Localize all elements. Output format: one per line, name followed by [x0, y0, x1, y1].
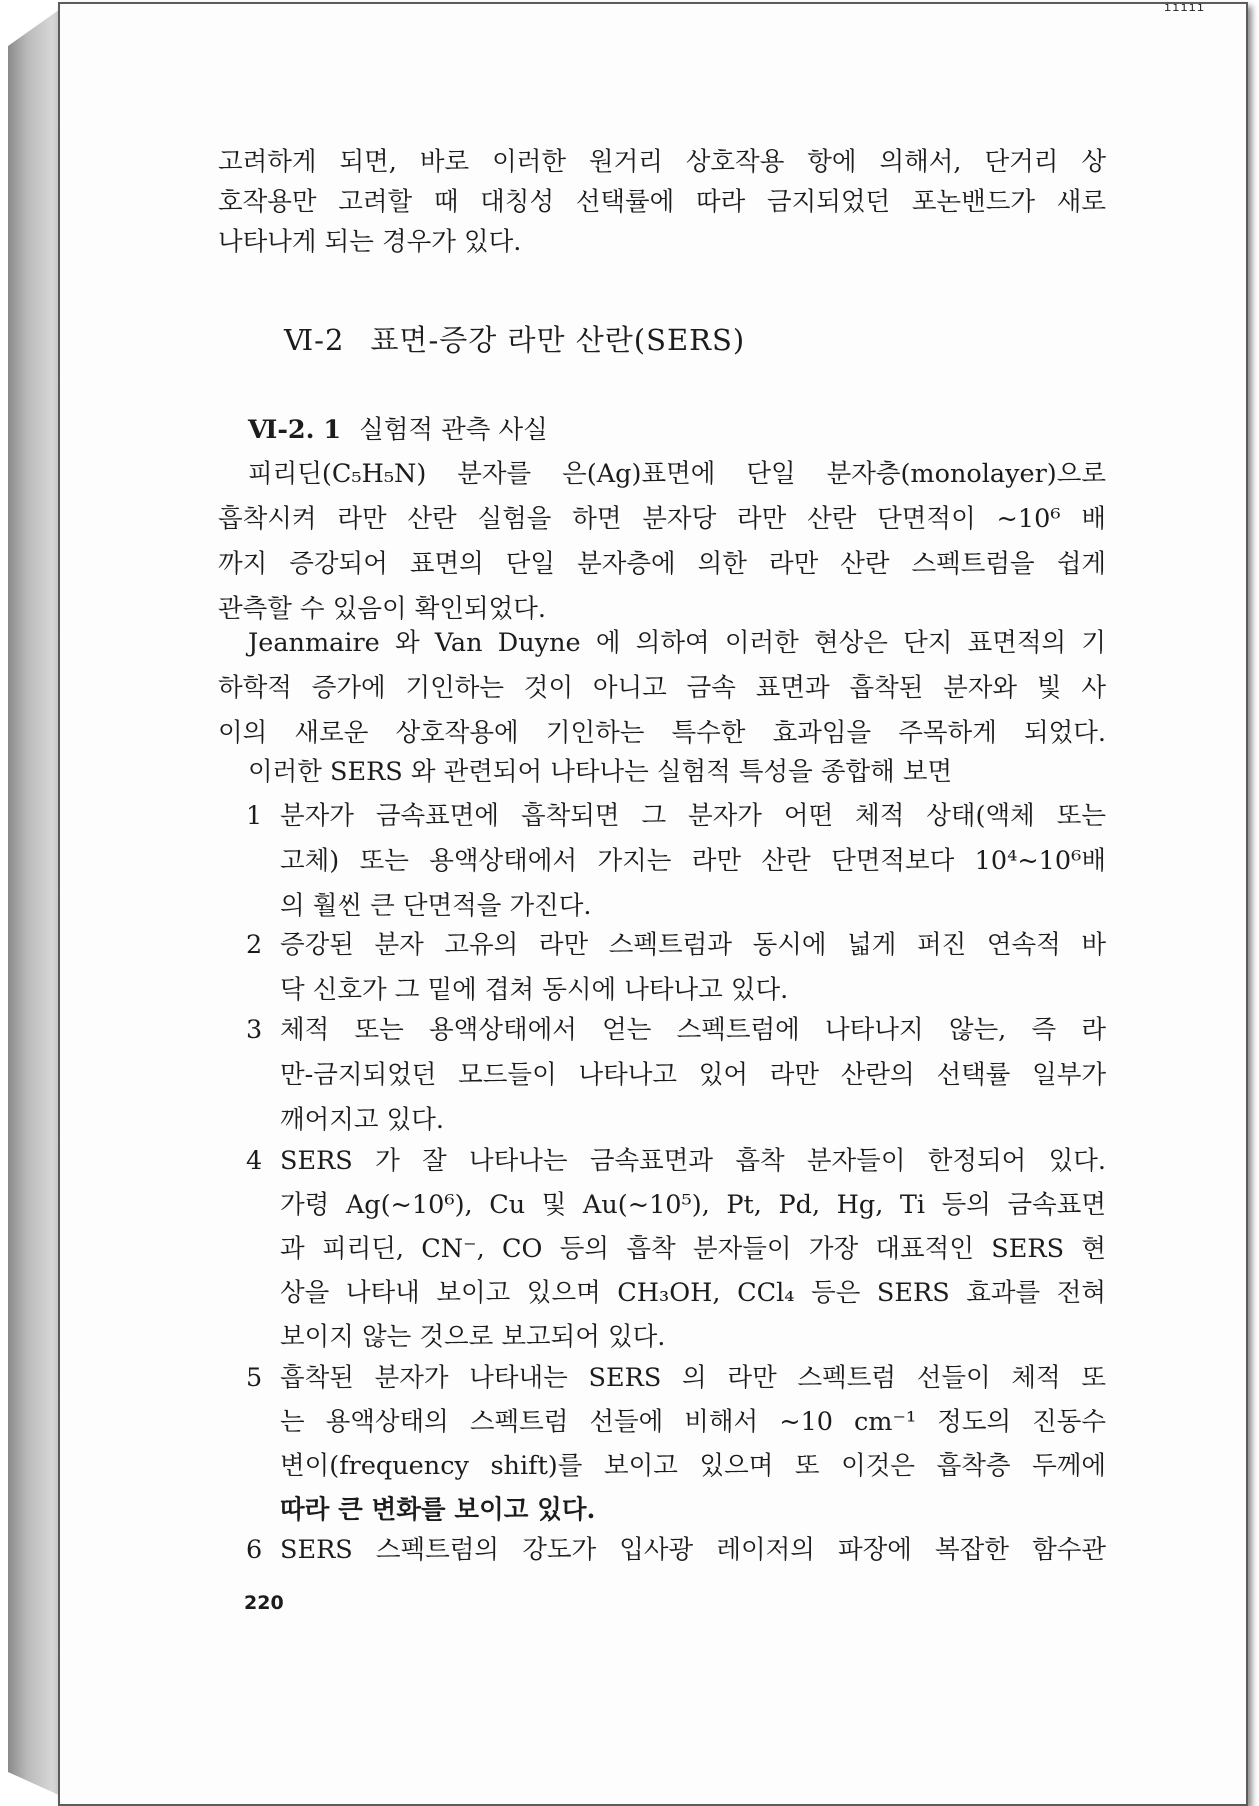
section-heading — [284, 318, 745, 359]
text-line: 따라 큰 변화를 보이고 있다. — [280, 1495, 596, 1525]
list-item-number: 2 — [246, 930, 263, 960]
text-line: 상을 나타내 보이고 있으며 CH₃OH, CCl₄ 등은 SERS 효과를 전혀 — [280, 1278, 1106, 1308]
text-line: Jeanmaire 와 Van Duyne 에 의하여 이러한 현상은 단지 표면적의 기 — [248, 628, 1106, 658]
corner-mark: ııııı — [1164, 0, 1206, 14]
paragraph — [218, 750, 1106, 794]
text-line: 흡착시켜 라만 산란 실험을 하면 분자당 라만 산란 단면적이 ~10⁶ 배 — [218, 504, 1106, 534]
text-line: 흡착된 분자가 나타내는 SERS 의 라만 스펙트럼 선들이 체적 또 — [280, 1363, 1106, 1393]
subsection-heading — [248, 410, 548, 446]
subsection-number: Ⅵ-2. 1 — [248, 415, 342, 445]
list-item-number: 6 — [246, 1535, 263, 1565]
list-item-number: 5 — [246, 1363, 263, 1393]
text-line: 증강된 분자 고유의 라만 스펙트럼과 동시에 넓게 퍼진 연속적 바 — [280, 930, 1106, 960]
text-line: 분자가 금속표면에 흡착되면 그 분자가 어떤 체적 상태(액체 또는 — [280, 801, 1106, 831]
paragraph — [218, 452, 1106, 631]
text-line: 이러한 SERS 와 관련되어 나타나는 실험적 특성을 종합해 보면 — [248, 757, 953, 787]
text-line: 닥 신호가 그 밑에 겹쳐 동시에 나타나고 있다. — [280, 975, 789, 1005]
text-line: SERS 가 잘 나타나는 금속표면과 흡착 분자들이 한정되어 있다. — [280, 1146, 1106, 1176]
text-line: 피리딘(C₅H₅N) 분자를 은(Ag)표면에 단일 분자층(monolayer)으로 — [248, 459, 1106, 489]
text-line: 의 훨씬 큰 단면적을 가진다. — [280, 891, 592, 921]
list-item-number: 3 — [246, 1015, 263, 1045]
text-line: 는 용액상태의 스펙트럼 선들에 비해서 ~10 cm⁻¹ 정도의 진동수 — [280, 1407, 1106, 1437]
section-number: Ⅵ-2 — [284, 323, 345, 357]
text-line: 고려하게 되면, 바로 이러한 원거리 상호작용 항에 의해서, 단거리 상 — [218, 147, 1106, 177]
list-item-number: 1 — [246, 801, 263, 831]
text-line: 변이(frequency shift)를 보이고 있으며 또 이것은 흡착층 두께에 — [280, 1451, 1106, 1481]
text-line: 관측할 수 있음이 확인되었다. — [218, 594, 547, 624]
paragraph — [218, 621, 1106, 755]
text-line: 고체) 또는 용액상태에서 가지는 라만 산란 단면적보다 10⁴~10⁶배 — [280, 846, 1106, 876]
text-line: 체적 또는 용액상태에서 얻는 스펙트럼에 나타나지 않는, 즉 라 — [280, 1015, 1106, 1045]
text-line: 까지 증강되어 표면의 단일 분자층에 의한 라만 산란 스펙트럼을 쉽게 — [218, 549, 1106, 579]
text-line: 과 피리딘, CN⁻, CO 등의 흡착 분자들이 가장 대표적인 SERS 현 — [280, 1234, 1106, 1264]
intro-paragraph — [218, 140, 1106, 264]
text-line: 하학적 증가에 기인하는 것이 아니고 금속 표면과 흡착된 분자와 빛 사 — [218, 673, 1106, 703]
text-line: 나타나게 되는 경우가 있다. — [218, 227, 522, 257]
subsection-title: 실험적 관측 사실 — [359, 415, 548, 445]
text-line: 이의 새로운 상호작용에 기인하는 특수한 효과임을 주목하게 되었다. — [218, 718, 1106, 748]
text-line: 깨어지고 있다. — [280, 1105, 445, 1135]
list-item-number: 4 — [246, 1146, 263, 1176]
text-line: 가령 Ag(~10⁶), Cu 및 Au(~10⁵), Pt, Pd, Hg, Ti 등의 금속표면 — [280, 1190, 1106, 1220]
text-line: 호작용만 고려할 때 대칭성 선택률에 따라 금지되었던 포논밴드가 새로 — [218, 187, 1106, 217]
text-line: 보이지 않는 것으로 보고되어 있다. — [280, 1322, 666, 1352]
text-line: SERS 스펙트럼의 강도가 입사광 레이저의 파장에 복잡한 함수관 — [280, 1535, 1106, 1565]
text-line: 만-금지되었던 모드들이 나타나고 있어 라만 산란의 선택률 일부가 — [280, 1060, 1106, 1090]
section-title: 표면-증강 라만 산란(SERS) — [370, 323, 746, 357]
page-number: 220 — [244, 1592, 284, 1614]
